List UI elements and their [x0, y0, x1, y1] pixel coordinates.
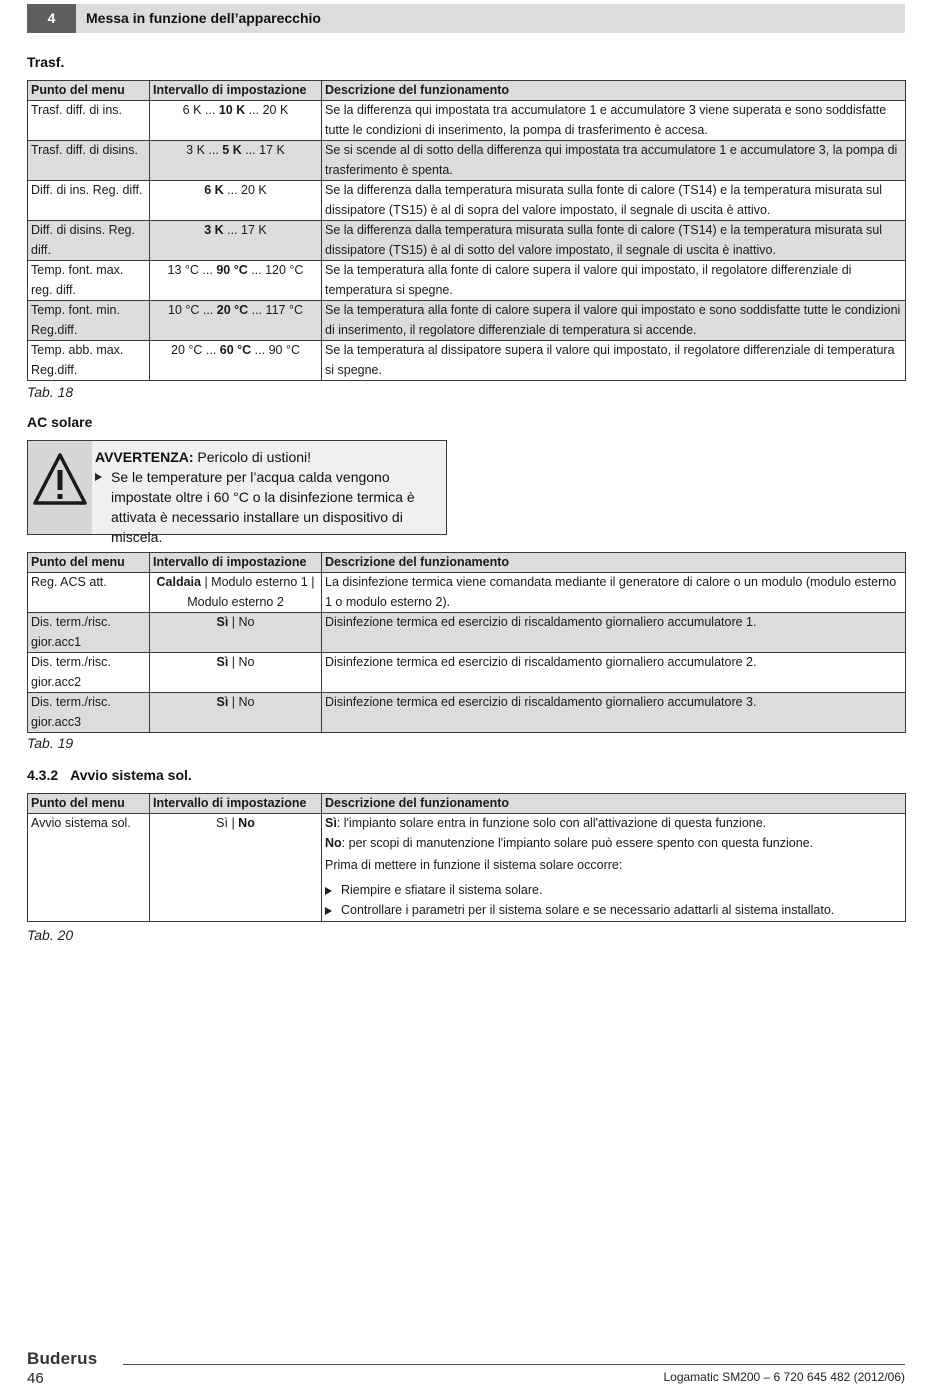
table-row	[28, 181, 906, 221]
col-header-desc: Descrizione del funzionamento	[322, 794, 906, 814]
desc-cell: Se si scende al di sotto della differenza qui impostata tra accumulatore 1 e accumulatore 3, la pompa di trasferimento è spenta.	[322, 141, 906, 181]
menu-cell: Trasf. diff. di ins.	[28, 101, 150, 141]
chapter-number: 4	[27, 4, 76, 33]
table-20	[27, 793, 906, 922]
table-row	[28, 341, 906, 381]
option-no: No: per scopi di manutenzione l'impianto solare può essere spento con questa funzione.	[325, 835, 814, 850]
section-title-avvio	[27, 767, 192, 783]
col-header-desc: Descrizione del funzionamento	[322, 553, 906, 573]
bullet-arrow-icon	[325, 907, 332, 915]
table-caption: Tab. 18	[27, 384, 74, 400]
range-cell: 3 K ... 5 K ... 17 K	[150, 141, 322, 181]
range-cell: 13 °C ... 90 °C ... 120 °C	[150, 261, 322, 301]
warning-heading	[95, 447, 440, 467]
warning-label: AVVERTENZA:	[95, 449, 194, 465]
col-header-menu: Punto del menu	[28, 794, 150, 814]
range-cell: 6 K ... 20 K	[150, 181, 322, 221]
menu-cell: Temp. font. max. reg. diff.	[28, 261, 150, 301]
desc-cell: Disinfezione termica ed esercizio di riscaldamento giornaliero accumulatore 3.	[322, 693, 906, 733]
warning-title: Pericolo di ustioni!	[193, 449, 312, 465]
chapter-header	[27, 4, 905, 33]
step-item: Controllare i parametri per il sistema solare e se necessario adattarli al sistema installato.	[325, 901, 902, 921]
desc-cell: Disinfezione termica ed esercizio di riscaldamento giornaliero accumulatore 1.	[322, 613, 906, 653]
menu-cell: Reg. ACS att.	[28, 573, 150, 613]
table-header-row	[28, 553, 906, 573]
table-row	[28, 653, 906, 693]
warning-triangle-icon	[28, 441, 92, 534]
table-row	[28, 301, 906, 341]
col-header-desc: Descrizione del funzionamento	[322, 81, 906, 101]
desc-cell: Se la temperatura alla fonte di calore supera il valore qui impostato, il regolatore differenziale di temperatura si spegne.	[322, 261, 906, 301]
table-row	[28, 141, 906, 181]
table-19	[27, 552, 906, 733]
menu-cell: Dis. term./risc. gior.acc1	[28, 613, 150, 653]
table-row	[28, 613, 906, 653]
desc-cell: Se la differenza dalla temperatura misurata sulla fonte di calore (TS14) e la temperatura misurata sul dissipatore (TS15) è al di sopra del valore impostato, il segnale di uscita è attivo.	[322, 181, 906, 221]
range-cell: 20 °C ... 60 °C ... 90 °C	[150, 341, 322, 381]
table-row	[28, 693, 906, 733]
step-item: Riempire e sfiatare il sistema solare.	[325, 881, 902, 901]
bullet-arrow-icon	[325, 887, 332, 895]
range-cell: 10 °C ... 20 °C ... 117 °C	[150, 301, 322, 341]
warning-icon-panel	[28, 441, 92, 534]
desc-cell: Se la temperatura alla fonte di calore supera il valore qui impostato e sono soddisfatte tutte le condizioni di inserimento, il regolatore differenziale di temperatura si accende.	[322, 301, 906, 341]
section-title-ac-solare: AC solare	[27, 414, 93, 430]
section-name: Avvio sistema sol.	[70, 767, 192, 783]
range-cell: Sì | No	[150, 814, 322, 922]
table-row	[28, 814, 906, 922]
table-header-row	[28, 81, 906, 101]
menu-cell: Trasf. diff. di disins.	[28, 141, 150, 181]
table-caption: Tab. 19	[27, 735, 74, 751]
table-row	[28, 101, 906, 141]
warning-instruction: Se le temperature per l’acqua calda vengono impostate oltre i 60 °C o la disinfezione termica è attivata è necessario installare un dispositivo di miscela.	[95, 467, 440, 547]
brand-logo: Buderus	[27, 1349, 98, 1368]
menu-cell: Avvio sistema sol.	[28, 814, 150, 922]
menu-cell: Diff. di disins. Reg. diff.	[28, 221, 150, 261]
menu-cell: Dis. term./risc. gior.acc2	[28, 653, 150, 693]
col-header-menu: Punto del menu	[28, 553, 150, 573]
warning-box	[27, 440, 447, 545]
section-title-trasf: Trasf.	[27, 54, 65, 70]
desc-cell: Se la differenza qui impostata tra accumulatore 1 e accumulatore 3 viene superata e sono soddisfatte tutte le condizioni di inserimento, la pompa di trasferimento è accesa.	[322, 101, 906, 141]
prerequisite-text: Prima di mettere in funzione il sistema solare occorre:	[325, 858, 623, 872]
range-cell: Sì | No	[150, 613, 322, 653]
desc-cell	[322, 814, 906, 922]
col-header-range: Intervallo di impostazione	[150, 81, 322, 101]
footer-divider	[123, 1364, 905, 1365]
section-number: 4.3.2	[27, 767, 59, 783]
chapter-title: Messa in funzione dell’apparecchio	[86, 10, 321, 26]
table-row	[28, 261, 906, 301]
menu-cell: Diff. di ins. Reg. diff.	[28, 181, 150, 221]
table-header-row	[28, 794, 906, 814]
col-header-menu: Punto del menu	[28, 81, 150, 101]
table-row	[28, 221, 906, 261]
page-number: 46	[27, 1370, 44, 1387]
bullet-arrow-icon	[95, 473, 102, 481]
menu-cell: Temp. font. min. Reg.diff.	[28, 301, 150, 341]
warning-content	[95, 447, 440, 547]
table-18	[27, 80, 906, 381]
range-cell: Sì | No	[150, 693, 322, 733]
option-si: Sì: l'impianto solare entra in funzione solo con all'attivazione di questa funzione.	[325, 816, 767, 830]
desc-cell: Se la temperatura al dissipatore supera il valore qui impostato, il regolatore differenziale di temperatura si spegne.	[322, 341, 906, 381]
col-header-range: Intervallo di impostazione	[150, 794, 322, 814]
col-header-range: Intervallo di impostazione	[150, 553, 322, 573]
desc-cell: Disinfezione termica ed esercizio di riscaldamento giornaliero accumulatore 2.	[322, 653, 906, 693]
table-caption: Tab. 20	[27, 927, 74, 943]
range-cell: 6 K ... 10 K ... 20 K	[150, 101, 322, 141]
table-row	[28, 573, 906, 613]
range-cell: Sì | No	[150, 653, 322, 693]
desc-cell: Se la differenza dalla temperatura misurata sulla fonte di calore (TS14) e la temperatura misurata sul dissipatore (TS15) è al di sotto del valore impostato, il segnale di uscita è inattivo.	[322, 221, 906, 261]
document-reference: Logamatic SM200 – 6 720 645 482 (2012/06)	[663, 1370, 905, 1384]
range-cell: Caldaia | Modulo esterno 1 | Modulo esterno 2	[150, 573, 322, 613]
desc-cell: La disinfezione termica viene comandata mediante il generatore di calore o un modulo (modulo esterno 1 o modulo esterno 2).	[322, 573, 906, 613]
menu-cell: Temp. abb. max. Reg.diff.	[28, 341, 150, 381]
menu-cell: Dis. term./risc. gior.acc3	[28, 693, 150, 733]
range-cell: 3 K ... 17 K	[150, 221, 322, 261]
